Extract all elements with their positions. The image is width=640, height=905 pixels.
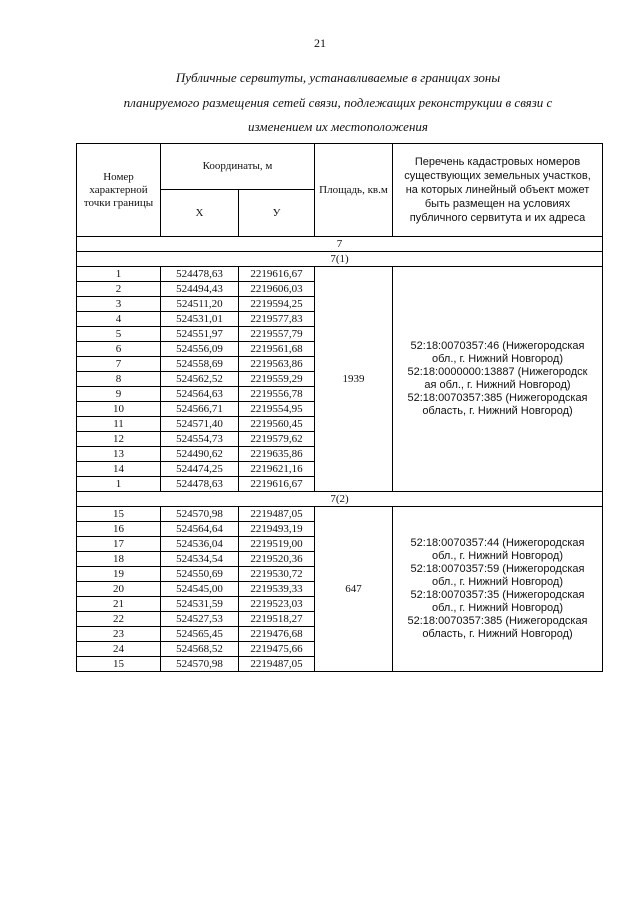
coord-y: 2219539,33 xyxy=(239,582,315,597)
title-line: Публичные сервитуты, устанавливаемые в границах зоны xyxy=(175,70,501,85)
coord-y: 2219616,67 xyxy=(239,477,315,492)
coord-y: 2219493,19 xyxy=(239,522,315,537)
cadastral-line: 52:18:0070357:46 (Нижегородская xyxy=(410,340,585,352)
area-value: 647 xyxy=(315,507,393,672)
area-value: 1939 xyxy=(315,267,393,492)
point-number: 5 xyxy=(77,327,161,342)
coord-y: 2219561,68 xyxy=(239,342,315,357)
table-row xyxy=(77,507,603,522)
coord-x: 524551,97 xyxy=(161,327,239,342)
servitude-table xyxy=(76,143,603,672)
coord-y: 2219487,05 xyxy=(239,657,315,672)
coord-x: 524478,63 xyxy=(161,477,239,492)
coord-y: 2219487,05 xyxy=(239,507,315,522)
header-coords: Координаты, м xyxy=(161,144,315,190)
coord-y: 2219594,25 xyxy=(239,297,315,312)
point-number: 11 xyxy=(77,417,161,432)
cadastral-list xyxy=(393,267,603,492)
point-number: 3 xyxy=(77,297,161,312)
cadastral-line: обл., г. Нижний Новгород) xyxy=(431,576,564,588)
coord-x: 524474,25 xyxy=(161,462,239,477)
point-number: 7 xyxy=(77,357,161,372)
point-number: 15 xyxy=(77,657,161,672)
subsection-label: 7(1) xyxy=(77,252,603,267)
cadastral-line: 52:18:0070357:385 (Нижегородская xyxy=(407,615,588,627)
point-number: 10 xyxy=(77,402,161,417)
coord-x: 524562,52 xyxy=(161,372,239,387)
coord-y: 2219518,27 xyxy=(239,612,315,627)
header-x: X xyxy=(161,190,239,237)
coord-x: 524534,54 xyxy=(161,552,239,567)
point-number: 22 xyxy=(77,612,161,627)
header-point-no: Номер характерной точки границы xyxy=(77,144,161,237)
coord-x: 524531,59 xyxy=(161,597,239,612)
point-number: 20 xyxy=(77,582,161,597)
coord-y: 2219635,86 xyxy=(239,447,315,462)
subsection-label: 7(2) xyxy=(77,492,603,507)
cadastral-line: обл., г. Нижний Новгород) xyxy=(431,602,564,614)
coord-x: 524564,64 xyxy=(161,522,239,537)
coord-y: 2219523,03 xyxy=(239,597,315,612)
cadastral-line: область, г. Нижний Новгород) xyxy=(422,628,573,640)
cadastral-line: область, г. Нижний Новгород) xyxy=(422,405,573,417)
coord-y: 2219476,68 xyxy=(239,627,315,642)
point-number: 1 xyxy=(77,477,161,492)
point-number: 12 xyxy=(77,432,161,447)
header-y: У xyxy=(239,190,315,237)
coord-x: 524511,20 xyxy=(161,297,239,312)
coord-x: 524545,00 xyxy=(161,582,239,597)
cadastral-line: 52:18:0070357:59 (Нижегородская xyxy=(410,563,585,575)
point-number: 4 xyxy=(77,312,161,327)
point-number: 17 xyxy=(77,537,161,552)
coord-y: 2219559,29 xyxy=(239,372,315,387)
point-number: 1 xyxy=(77,267,161,282)
title-line: планируемого размещения сетей связи, подлежащих реконструкции в связи с xyxy=(123,94,553,110)
coord-y: 2219556,78 xyxy=(239,387,315,402)
coord-x: 524494,43 xyxy=(161,282,239,297)
coord-x: 524564,63 xyxy=(161,387,239,402)
cadastral-line: обл., г. Нижний Новгород) xyxy=(431,550,564,562)
point-number: 2 xyxy=(77,282,161,297)
coord-x: 524565,45 xyxy=(161,627,239,642)
header-area: Площадь, кв.м xyxy=(315,144,393,237)
cadastral-line: обл., г. Нижний Новгород) xyxy=(431,353,564,365)
point-number: 18 xyxy=(77,552,161,567)
point-number: 6 xyxy=(77,342,161,357)
coord-y: 2219519,00 xyxy=(239,537,315,552)
coord-y: 2219475,66 xyxy=(239,642,315,657)
point-number: 19 xyxy=(77,567,161,582)
point-number: 8 xyxy=(77,372,161,387)
cadastral-line: 52:18:0000000:13887 (Нижегородск xyxy=(407,366,588,378)
coord-x: 524536,04 xyxy=(161,537,239,552)
point-number: 13 xyxy=(77,447,161,462)
cadastral-list xyxy=(393,507,603,672)
coord-y: 2219520,36 xyxy=(239,552,315,567)
cadastral-line: 52:18:0070357:35 (Нижегородская xyxy=(410,589,585,601)
cadastral-line: ая обл., г. Нижний Новгород) xyxy=(424,379,571,391)
page-title xyxy=(76,66,600,140)
coord-y: 2219530,72 xyxy=(239,567,315,582)
coord-x: 524568,52 xyxy=(161,642,239,657)
cadastral-line: 52:18:0070357:385 (Нижегородская xyxy=(407,392,588,404)
coord-y: 2219563,86 xyxy=(239,357,315,372)
point-number: 15 xyxy=(77,507,161,522)
coord-y: 2219579,62 xyxy=(239,432,315,447)
page-number: 21 xyxy=(314,36,326,50)
coord-x: 524550,69 xyxy=(161,567,239,582)
point-number: 16 xyxy=(77,522,161,537)
coord-x: 524556,09 xyxy=(161,342,239,357)
coord-y: 2219557,79 xyxy=(239,327,315,342)
coord-x: 524527,53 xyxy=(161,612,239,627)
coord-y: 2219606,03 xyxy=(239,282,315,297)
title-line: изменением их местоположения xyxy=(248,119,428,134)
coord-y: 2219554,95 xyxy=(239,402,315,417)
point-number: 21 xyxy=(77,597,161,612)
table-row xyxy=(77,267,603,282)
coord-x: 524478,63 xyxy=(161,267,239,282)
point-number: 14 xyxy=(77,462,161,477)
coord-x: 524490,62 xyxy=(161,447,239,462)
coord-x: 524566,71 xyxy=(161,402,239,417)
coord-y: 2219560,45 xyxy=(239,417,315,432)
coord-x: 524570,98 xyxy=(161,657,239,672)
point-number: 9 xyxy=(77,387,161,402)
point-number: 23 xyxy=(77,627,161,642)
coord-x: 524558,69 xyxy=(161,357,239,372)
coord-x: 524571,40 xyxy=(161,417,239,432)
coord-y: 2219621,16 xyxy=(239,462,315,477)
header-cadastral: Перечень кадастровых номеров существующих земельных участков, на которых линейный объект может быть размещен на условиях публичного сервитута и их адреса xyxy=(393,144,603,237)
coord-x: 524570,98 xyxy=(161,507,239,522)
coord-x: 524531,01 xyxy=(161,312,239,327)
point-number: 24 xyxy=(77,642,161,657)
coord-x: 524554,73 xyxy=(161,432,239,447)
cadastral-line: 52:18:0070357:44 (Нижегородская xyxy=(410,537,585,549)
coord-y: 2219616,67 xyxy=(239,267,315,282)
section-label: 7 xyxy=(77,237,603,252)
coord-y: 2219577,83 xyxy=(239,312,315,327)
